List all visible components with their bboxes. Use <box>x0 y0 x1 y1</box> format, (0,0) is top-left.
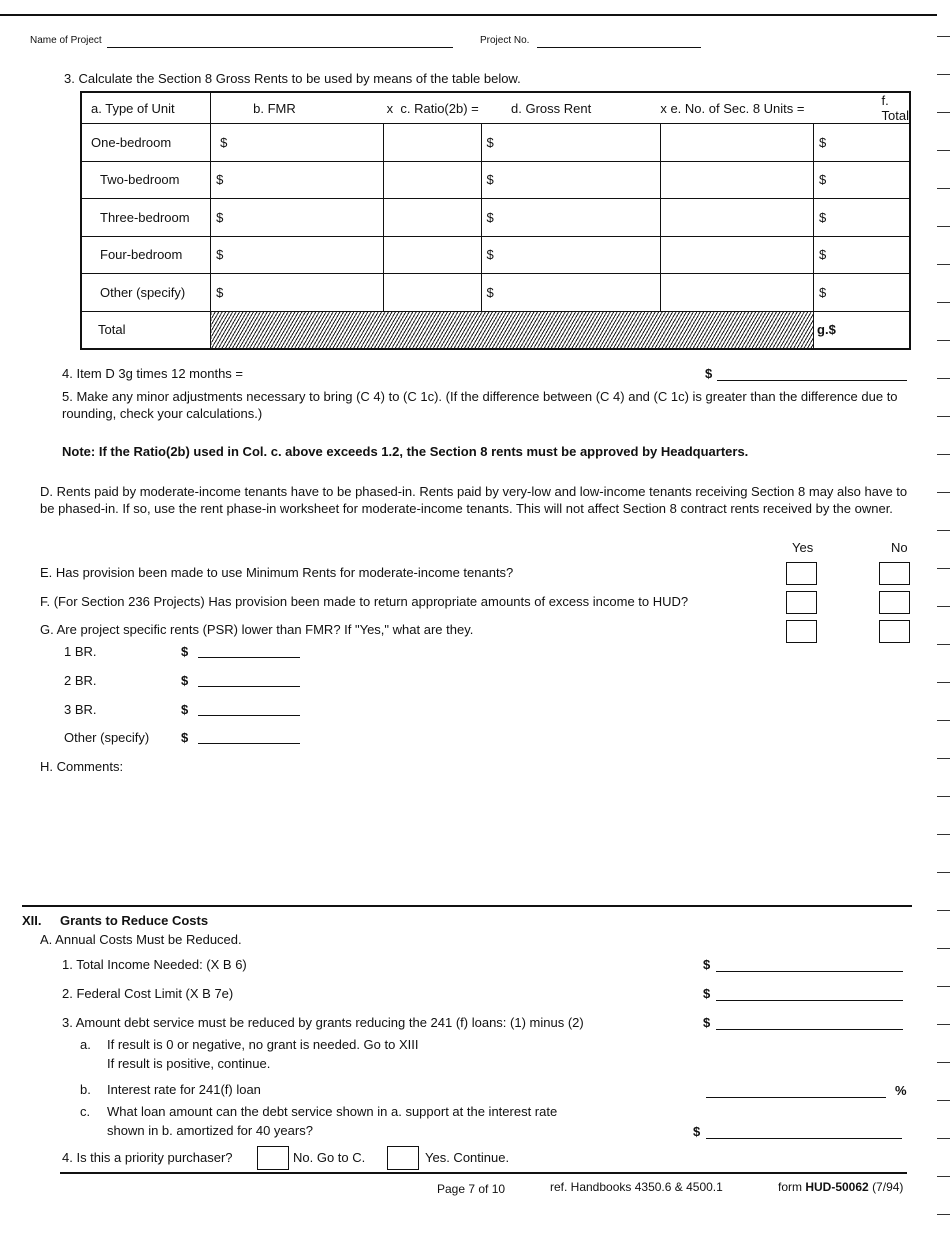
row-label: Other (specify) <box>81 274 211 312</box>
psr-other-dollar: $ <box>181 730 189 745</box>
line1-field[interactable] <box>716 971 903 972</box>
project-name-label: Name of Project <box>30 35 102 46</box>
itemG-text: G. Are project specific rents (PSR) lower than FMR? If "Yes," what are they. <box>40 622 474 637</box>
table-row <box>81 124 910 162</box>
form-id <box>778 1180 903 1194</box>
project-no-field[interactable] <box>537 47 701 48</box>
psr-1br-field[interactable] <box>198 657 300 658</box>
gross-rent-table <box>80 91 911 350</box>
psr-3br-field[interactable] <box>198 715 300 716</box>
line3c-text1: What loan amount can the debt service shown in a. support at the interest rate <box>107 1104 558 1119</box>
psr-other-field[interactable] <box>198 743 300 744</box>
line1-text: 1. Total Income Needed: (X B 6) <box>62 957 247 972</box>
comments-area[interactable] <box>60 780 910 895</box>
section-title: Grants to Reduce Costs <box>60 913 209 928</box>
col-fmr: b. FMR <box>211 92 384 124</box>
psr-3br-dollar: $ <box>181 702 189 717</box>
gross-rent-cell[interactable]: $ <box>481 274 660 312</box>
table-header-row <box>81 92 910 124</box>
line3c-field[interactable] <box>706 1138 902 1139</box>
grand-total-cell[interactable]: g.$ <box>814 311 910 349</box>
section-number: XII. <box>22 913 42 928</box>
ratio-cell[interactable] <box>384 124 481 162</box>
col-gross-rent: d. Gross Rent <box>481 92 660 124</box>
psr-2br-dollar: $ <box>181 673 189 688</box>
gross-rent-cell[interactable]: $ <box>481 236 660 274</box>
line3b-percent: % <box>895 1083 907 1098</box>
line3b-text: Interest rate for 241(f) loan <box>107 1082 261 1097</box>
itemE-text: E. Has provision been made to use Minimum Rents for moderate-income tenants? <box>40 565 514 580</box>
ratio-cell[interactable] <box>384 274 481 312</box>
hatched-area <box>211 311 814 349</box>
psr-3br-label: 3 BR. <box>64 702 97 717</box>
total-cell[interactable]: $ <box>814 161 910 199</box>
itemE-yes-checkbox[interactable] <box>786 562 817 585</box>
units-cell[interactable] <box>660 124 813 162</box>
fmr-cell[interactable]: $ <box>211 199 384 237</box>
units-cell[interactable] <box>660 236 813 274</box>
item4-dollar: $ <box>705 366 713 381</box>
gross-rent-cell[interactable]: $ <box>481 199 660 237</box>
total-cell[interactable]: $ <box>814 124 910 162</box>
section-rule <box>22 905 912 907</box>
priority-no-checkbox[interactable] <box>257 1146 289 1170</box>
line2-text: 2. Federal Cost Limit (X B 7e) <box>62 986 234 1001</box>
ratio-cell[interactable] <box>384 236 481 274</box>
table-total-row <box>81 311 910 349</box>
sectionA-text: A. Annual Costs Must be Reduced. <box>40 932 242 947</box>
line2-dollar: $ <box>703 986 711 1001</box>
line3a-text2: If result is positive, continue. <box>107 1056 271 1071</box>
col-ratio: x c. Ratio(2b) = <box>384 92 481 124</box>
row-label: Two-bedroom <box>81 161 211 199</box>
row-label: One-bedroom <box>81 124 211 162</box>
total-cell[interactable]: $ <box>814 274 910 312</box>
col-total: f. Total <box>814 92 910 124</box>
gross-rent-cell[interactable]: $ <box>481 161 660 199</box>
line3-field[interactable] <box>716 1029 903 1030</box>
line1-dollar: $ <box>703 957 711 972</box>
form-date: (7/94) <box>872 1180 904 1194</box>
line3a-label: a. <box>80 1037 91 1052</box>
table-row <box>81 274 910 312</box>
psr-1br-label: 1 BR. <box>64 644 97 659</box>
line3-dollar: $ <box>703 1015 711 1030</box>
fmr-cell[interactable]: $ <box>211 236 384 274</box>
yes-header: Yes <box>792 540 814 555</box>
table-row <box>81 161 910 199</box>
itemF-yes-checkbox[interactable] <box>786 591 817 614</box>
project-name-field[interactable] <box>107 47 453 48</box>
no-header: No <box>891 540 908 555</box>
col-sec8-units: x e. No. of Sec. 8 Units = <box>660 92 813 124</box>
form-prefix: form <box>778 1180 802 1194</box>
item3-text: 3. Calculate the Section 8 Gross Rents to be used by means of the table below. <box>64 71 521 86</box>
table-row <box>81 199 910 237</box>
item4-text: 4. Item D 3g times 12 months = <box>62 366 243 381</box>
top-rule <box>0 14 937 16</box>
fmr-cell[interactable]: $ <box>211 274 384 312</box>
ratio-cell[interactable] <box>384 161 481 199</box>
itemG-no-checkbox[interactable] <box>879 620 910 643</box>
total-cell[interactable]: $ <box>814 199 910 237</box>
line3a-text1: If result is 0 or negative, no grant is needed. Go to XIII <box>107 1037 419 1052</box>
psr-other-label: Other (specify) <box>64 730 150 745</box>
row-label: Three-bedroom <box>81 199 211 237</box>
units-cell[interactable] <box>660 274 813 312</box>
priority-yes-checkbox[interactable] <box>387 1146 419 1170</box>
total-cell[interactable]: $ <box>814 236 910 274</box>
psr-2br-label: 2 BR. <box>64 673 97 688</box>
ratio-cell[interactable] <box>384 199 481 237</box>
priority-yes-text: Yes. Continue. <box>425 1150 510 1165</box>
line3c-label: c. <box>80 1104 91 1119</box>
total-row-label: Total <box>81 311 211 349</box>
itemF-no-checkbox[interactable] <box>879 591 910 614</box>
fmr-cell[interactable]: $ <box>211 124 384 162</box>
item5-text: 5. Make any minor adjustments necessary to bring (C 4) to (C 1c). (If the difference between (C 4) and (C 1c) is greater than the difference due to rounding, check your calculations.) <box>62 389 898 421</box>
itemD-text: D. Rents paid by moderate-income tenants have to be phased-in. Rents paid by very-low and low-income tenants receiving Section 8 may also have to be phased-in. If so, use the rent phase-in worksheet for moderate-income tenants. This will not affect Section 8 contract rents received by the owner. <box>40 484 908 516</box>
psr-1br-dollar: $ <box>181 644 189 659</box>
ratio-note: Note: If the Ratio(2b) used in Col. c. above exceeds 1.2, the Section 8 rents must be approved by Headquarters. <box>62 444 749 459</box>
itemE-no-checkbox[interactable] <box>879 562 910 585</box>
row-label: Four-bedroom <box>81 236 211 274</box>
itemH-text: H. Comments: <box>40 759 124 774</box>
line3b-label: b. <box>80 1082 91 1097</box>
form-number: HUD-50062 <box>805 1180 869 1194</box>
page-number: Page 7 of 10 <box>437 1182 506 1196</box>
line4-text: 4. Is this a priority purchaser? <box>62 1150 233 1165</box>
project-no-label: Project No. <box>480 35 530 46</box>
table-row <box>81 236 910 274</box>
footer-rule <box>60 1172 907 1174</box>
priority-no-text: No. Go to C. <box>293 1150 366 1165</box>
itemG-yes-checkbox[interactable] <box>786 620 817 643</box>
line3c-text2: shown in b. amortized for 40 years? <box>107 1123 313 1138</box>
line3b-field[interactable] <box>706 1097 886 1098</box>
units-cell[interactable] <box>660 161 813 199</box>
itemF-text: F. (For Section 236 Projects) Has provision been made to return appropriate amounts of excess income to HUD? <box>40 594 689 609</box>
psr-2br-field[interactable] <box>198 686 300 687</box>
fmr-cell[interactable]: $ <box>211 161 384 199</box>
line2-field[interactable] <box>716 1000 903 1001</box>
line3-text: 3. Amount debt service must be reduced by grants reducing the 241 (f) loans: (1) minus (2) <box>62 1015 584 1030</box>
item4-field[interactable] <box>717 380 907 381</box>
units-cell[interactable] <box>660 199 813 237</box>
line3c-dollar: $ <box>693 1124 701 1139</box>
handbook-ref: ref. Handbooks 4350.6 & 4500.1 <box>550 1180 723 1194</box>
gross-rent-cell[interactable]: $ <box>481 124 660 162</box>
col-type-of-unit: a. Type of Unit <box>81 92 211 124</box>
